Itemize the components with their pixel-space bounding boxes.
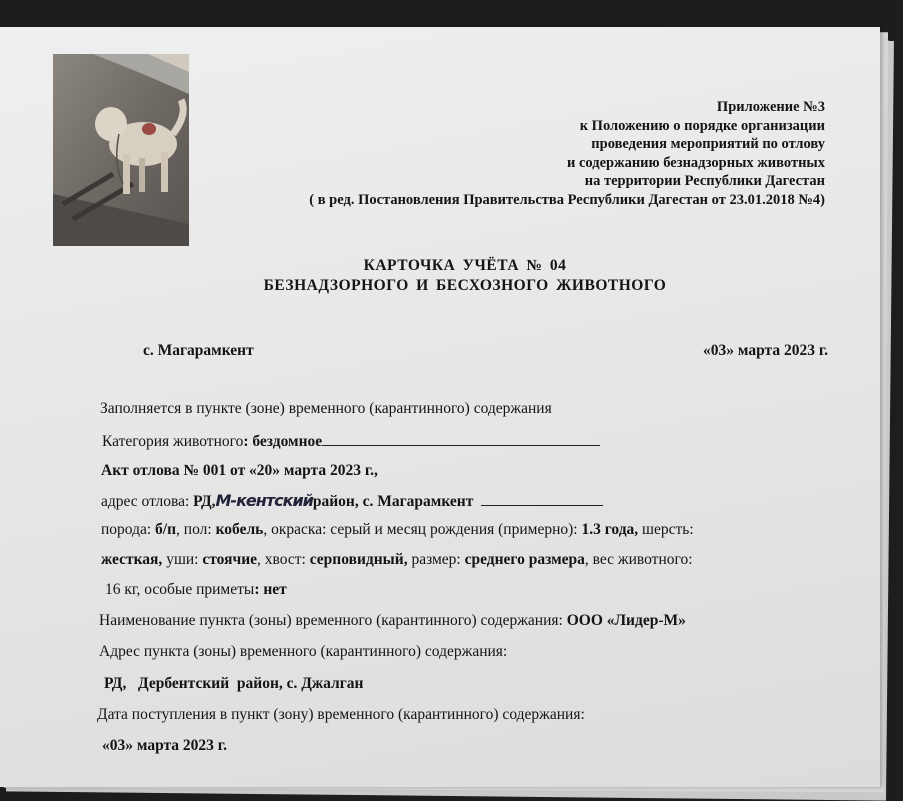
weight-line: [105, 581, 287, 599]
age-value: 1.3 года,: [581, 521, 639, 538]
document-title: [0, 256, 903, 296]
sex-label: , пол:: [176, 521, 216, 538]
breed-line: [101, 521, 694, 539]
tail-value: серповидный,: [309, 551, 408, 568]
title-line-2: БЕЗНАДЗОРНОГО И БЕСХОЗНОГО ЖИВОТНОГО: [263, 277, 667, 294]
act-line: Акт отлова № 001 от «20» марта 2023 г.,: [101, 462, 378, 479]
document-header: [309, 98, 825, 210]
header-line: и содержанию безнадзорных животных: [566, 154, 825, 171]
marks-value: : нет: [254, 581, 287, 598]
title-line-1: КАРТОЧКА УЧЁТА № 04: [363, 257, 567, 274]
header-line: проведения мероприятий по отлову: [591, 136, 825, 153]
header-line: Приложение №3: [716, 99, 825, 115]
coat-value: жесткая,: [101, 551, 163, 568]
tail-label: , хвост:: [257, 551, 310, 568]
size-value: среднего размера: [464, 551, 585, 568]
zone-address-label: Адрес пункта (зоны) временного (карантинного) содержания:: [99, 643, 508, 660]
weight-unit: кг, особые приметы: [120, 581, 255, 598]
arrival-label: Дата поступления в пункт (зону) временного (карантинного) содержания:: [97, 706, 585, 723]
document-date: «03» марта 2023 г.: [703, 342, 828, 359]
address-handwritten: М-кентский: [215, 491, 313, 510]
weight-label: , вес животного:: [584, 551, 693, 568]
zone-address-value: РД, Дербентский район, с. Джалган: [104, 675, 364, 692]
category-value: : бездомное: [243, 433, 323, 450]
zone-name-value: ООО «Лидер-М»: [566, 612, 686, 629]
header-line: ( в ред. Постановления Правительства Республики Дагестан от 23.01.2018 №4): [309, 191, 825, 208]
traits-line: [101, 551, 693, 569]
coat-label: шерсть:: [638, 521, 694, 538]
dog-photo-icon: [53, 54, 189, 246]
address-line: [101, 491, 603, 511]
color-text: , окраска: серый и месяц рождения (примерно):: [263, 521, 582, 538]
place-label: с. Магарамкент: [143, 342, 254, 359]
header-line: к Положению о порядке организации: [579, 117, 825, 134]
arrival-value: «03» марта 2023 г.: [102, 737, 227, 754]
address-label: адрес отлова:: [101, 493, 194, 510]
address-rest: район, с. Магарамкент: [312, 493, 474, 510]
ears-value: стоячие: [202, 551, 258, 568]
category-line: [102, 431, 600, 451]
underline: [481, 491, 603, 506]
breed-value: б/п: [155, 521, 177, 538]
zone-name-line: [99, 612, 686, 630]
underline: [322, 431, 600, 446]
header-line: на территории Республики Дагестан: [584, 173, 825, 190]
breed-label: порода:: [101, 521, 156, 538]
category-label: Категория животного: [102, 433, 244, 450]
size-label: размер:: [407, 551, 465, 568]
address-rd: РД,: [193, 493, 216, 510]
ears-label: уши:: [162, 551, 203, 568]
weight-value: 16: [105, 581, 121, 598]
zone-name-label: Наименование пункта (зоны) временного (карантинного) содержания:: [99, 612, 567, 629]
sex-value: кобель: [215, 521, 264, 538]
zone-note: Заполняется в пункте (зоне) временного (карантинного) содержания: [100, 400, 552, 417]
